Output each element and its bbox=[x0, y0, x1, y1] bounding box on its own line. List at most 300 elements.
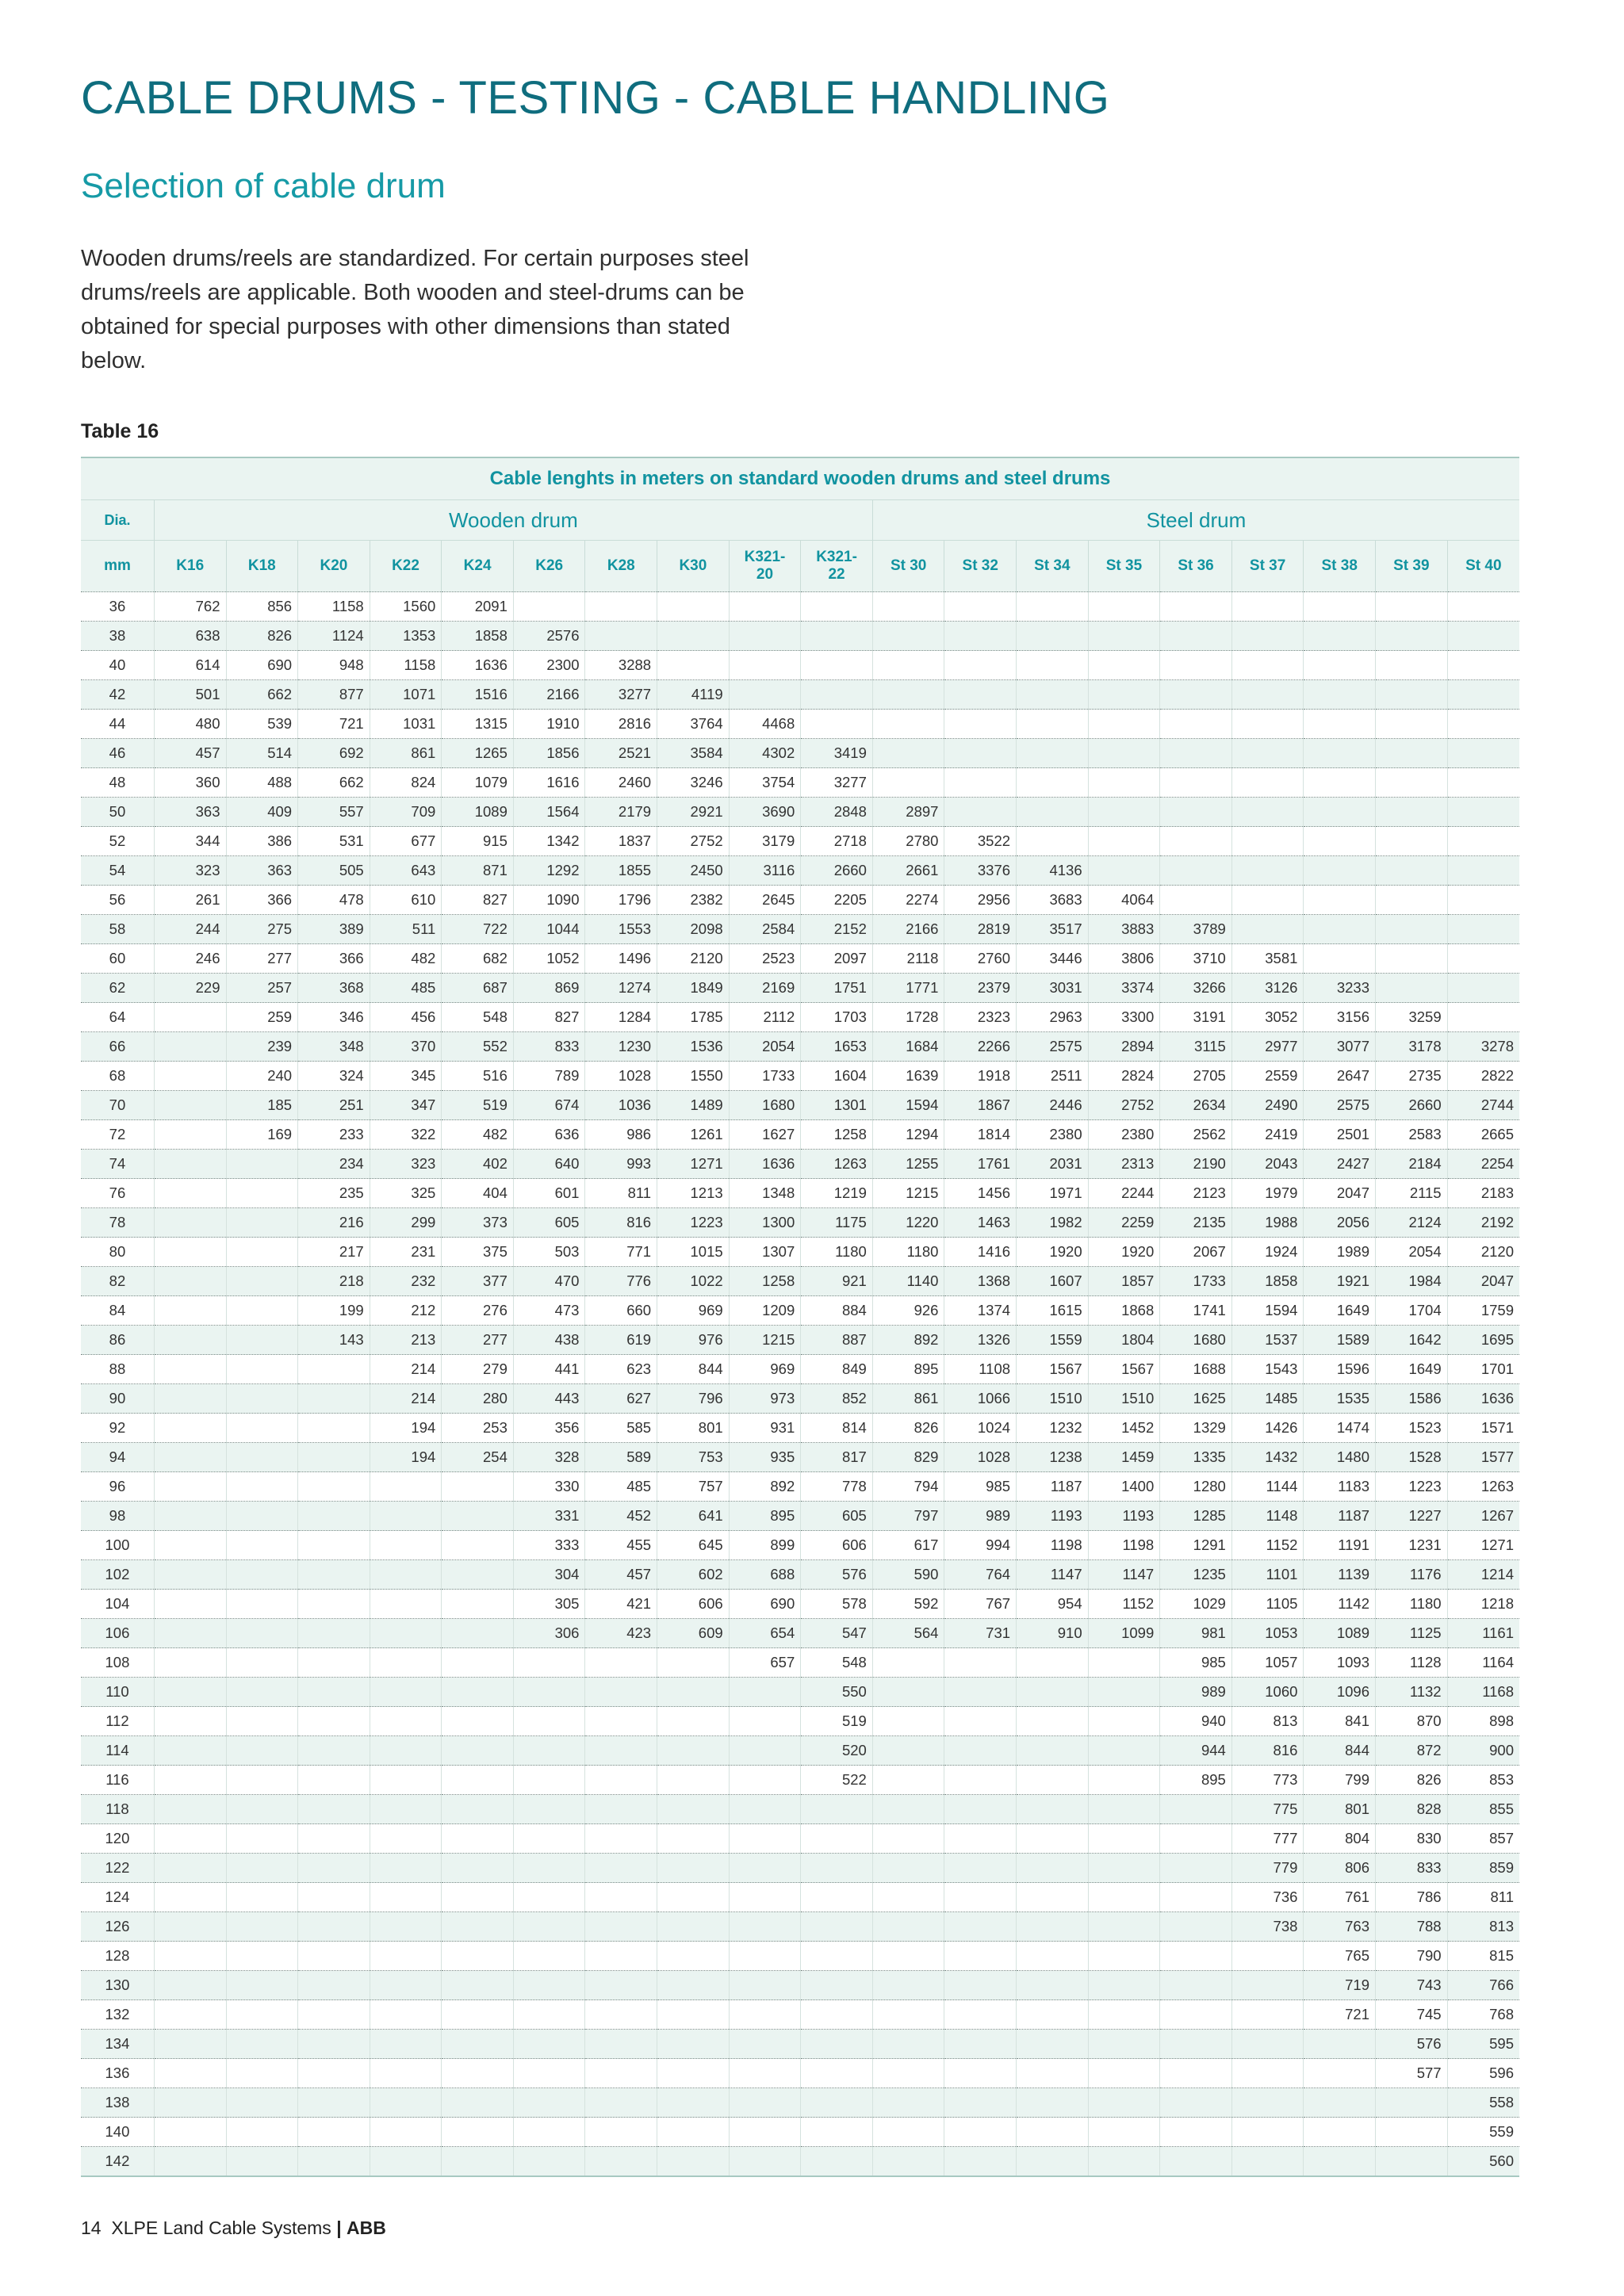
length-cell: 1335 bbox=[1160, 1443, 1232, 1472]
table-row bbox=[81, 915, 1519, 944]
length-cell: 892 bbox=[729, 1472, 801, 1502]
table-row bbox=[81, 592, 1519, 622]
length-cell: 1984 bbox=[1376, 1267, 1448, 1296]
length-cell bbox=[729, 2000, 801, 2030]
length-cell bbox=[872, 651, 944, 680]
length-cell bbox=[154, 1179, 226, 1208]
length-cell: 377 bbox=[442, 1267, 514, 1296]
length-cell bbox=[585, 1824, 657, 1854]
length-cell bbox=[298, 1443, 370, 1472]
length-cell bbox=[872, 1854, 944, 1883]
diameter-cell: 82 bbox=[81, 1267, 154, 1296]
length-cell bbox=[657, 1883, 730, 1912]
length-cell: 1625 bbox=[1160, 1384, 1232, 1414]
column-header: St 39 bbox=[1376, 541, 1448, 592]
length-cell: 443 bbox=[513, 1384, 585, 1414]
length-cell bbox=[298, 2088, 370, 2118]
length-cell: 1147 bbox=[1017, 1560, 1089, 1590]
length-cell bbox=[1376, 886, 1448, 915]
length-cell: 2112 bbox=[729, 1003, 801, 1032]
length-cell: 826 bbox=[1376, 1766, 1448, 1795]
length-cell bbox=[226, 1795, 298, 1824]
length-cell: 3178 bbox=[1376, 1032, 1448, 1062]
length-cell bbox=[657, 592, 730, 622]
length-cell bbox=[801, 680, 873, 710]
length-cell: 1057 bbox=[1231, 1648, 1304, 1678]
length-cell bbox=[944, 680, 1017, 710]
diameter-cell: 36 bbox=[81, 592, 154, 622]
length-cell bbox=[1376, 622, 1448, 651]
length-cell bbox=[154, 2147, 226, 2177]
length-cell bbox=[1304, 2088, 1376, 2118]
length-cell bbox=[1017, 651, 1089, 680]
length-cell: 482 bbox=[370, 944, 442, 974]
length-cell: 1213 bbox=[657, 1179, 730, 1208]
length-cell bbox=[370, 1942, 442, 1971]
length-cell bbox=[442, 2118, 514, 2147]
length-cell bbox=[1231, 2000, 1304, 2030]
length-cell bbox=[154, 1502, 226, 1531]
length-cell bbox=[801, 2147, 873, 2177]
length-cell bbox=[657, 2059, 730, 2088]
length-cell: 1292 bbox=[513, 856, 585, 886]
length-cell bbox=[154, 2059, 226, 2088]
length-cell: 844 bbox=[657, 1355, 730, 1384]
length-cell bbox=[944, 1678, 1017, 1707]
length-cell: 827 bbox=[442, 886, 514, 915]
diameter-cell: 140 bbox=[81, 2118, 154, 2147]
length-cell: 482 bbox=[442, 1120, 514, 1150]
length-cell bbox=[442, 1472, 514, 1502]
length-cell: 833 bbox=[513, 1032, 585, 1062]
length-cell: 246 bbox=[154, 944, 226, 974]
length-cell: 576 bbox=[801, 1560, 873, 1590]
length-cell: 762 bbox=[154, 592, 226, 622]
length-cell: 2921 bbox=[657, 798, 730, 827]
table-row bbox=[81, 1326, 1519, 1355]
length-cell bbox=[1304, 680, 1376, 710]
length-cell bbox=[585, 1912, 657, 1942]
length-cell: 610 bbox=[370, 886, 442, 915]
length-cell: 578 bbox=[801, 1590, 873, 1619]
length-cell: 1971 bbox=[1017, 1179, 1089, 1208]
length-cell bbox=[513, 1971, 585, 2000]
column-header: K26 bbox=[513, 541, 585, 592]
length-cell bbox=[801, 2000, 873, 2030]
footer-doc-title: XLPE Land Cable Systems bbox=[111, 2218, 331, 2238]
length-cell bbox=[1376, 768, 1448, 798]
length-cell: 969 bbox=[729, 1355, 801, 1384]
length-cell bbox=[1160, 827, 1232, 856]
length-cell: 345 bbox=[370, 1062, 442, 1091]
length-cell bbox=[154, 1120, 226, 1150]
length-cell bbox=[1447, 944, 1519, 974]
length-cell: 869 bbox=[513, 974, 585, 1003]
length-cell: 3126 bbox=[1231, 974, 1304, 1003]
length-cell: 2956 bbox=[944, 886, 1017, 915]
length-cell: 981 bbox=[1160, 1619, 1232, 1648]
length-cell: 2819 bbox=[944, 915, 1017, 944]
length-cell bbox=[585, 1766, 657, 1795]
length-cell: 773 bbox=[1231, 1766, 1304, 1795]
length-cell: 1144 bbox=[1231, 1472, 1304, 1502]
length-cell: 721 bbox=[298, 710, 370, 739]
length-cell: 1680 bbox=[1160, 1326, 1232, 1355]
length-cell: 324 bbox=[298, 1062, 370, 1091]
length-cell: 1044 bbox=[513, 915, 585, 944]
length-cell: 3376 bbox=[944, 856, 1017, 886]
length-cell bbox=[1160, 768, 1232, 798]
table-label: Table 16 bbox=[81, 420, 159, 442]
length-cell: 910 bbox=[1017, 1619, 1089, 1648]
length-cell: 790 bbox=[1376, 1942, 1448, 1971]
length-cell bbox=[298, 2030, 370, 2059]
length-cell bbox=[226, 2088, 298, 2118]
length-cell bbox=[1088, 680, 1160, 710]
length-cell bbox=[1304, 944, 1376, 974]
length-cell bbox=[1088, 1736, 1160, 1766]
length-cell: 576 bbox=[1376, 2030, 1448, 2059]
diameter-cell: 112 bbox=[81, 1707, 154, 1736]
length-cell: 1759 bbox=[1447, 1296, 1519, 1326]
length-cell: 589 bbox=[585, 1443, 657, 1472]
length-cell: 2848 bbox=[801, 798, 873, 827]
length-cell bbox=[729, 1942, 801, 1971]
length-cell: 592 bbox=[872, 1590, 944, 1619]
length-cell: 767 bbox=[944, 1590, 1017, 1619]
length-cell bbox=[154, 2000, 226, 2030]
length-cell bbox=[729, 1678, 801, 1707]
length-cell bbox=[154, 1472, 226, 1502]
length-cell: 1607 bbox=[1017, 1267, 1089, 1296]
length-cell: 596 bbox=[1447, 2059, 1519, 2088]
length-cell: 2056 bbox=[1304, 1208, 1376, 1238]
length-cell: 2183 bbox=[1447, 1179, 1519, 1208]
length-cell: 2323 bbox=[944, 1003, 1017, 1032]
column-header: St 38 bbox=[1304, 541, 1376, 592]
length-cell: 261 bbox=[154, 886, 226, 915]
length-cell bbox=[298, 1824, 370, 1854]
length-cell: 3446 bbox=[1017, 944, 1089, 974]
length-cell: 488 bbox=[226, 768, 298, 798]
length-cell: 3115 bbox=[1160, 1032, 1232, 1062]
length-cell: 973 bbox=[729, 1384, 801, 1414]
length-cell bbox=[226, 1854, 298, 1883]
length-cell: 692 bbox=[298, 739, 370, 768]
length-cell: 1265 bbox=[442, 739, 514, 768]
length-cell: 2816 bbox=[585, 710, 657, 739]
diameter-cell: 38 bbox=[81, 622, 154, 651]
length-cell bbox=[1160, 1854, 1232, 1883]
table-row bbox=[81, 1238, 1519, 1267]
length-cell: 994 bbox=[944, 1531, 1017, 1560]
length-cell bbox=[1376, 915, 1448, 944]
length-cell bbox=[370, 1502, 442, 1531]
table-row bbox=[81, 1091, 1519, 1120]
column-header: St 30 bbox=[872, 541, 944, 592]
length-cell: 976 bbox=[657, 1326, 730, 1355]
length-cell: 473 bbox=[513, 1296, 585, 1326]
length-cell: 1307 bbox=[729, 1238, 801, 1267]
length-cell: 1924 bbox=[1231, 1238, 1304, 1267]
length-cell: 2254 bbox=[1447, 1150, 1519, 1179]
length-cell: 1733 bbox=[729, 1062, 801, 1091]
length-cell bbox=[1376, 974, 1448, 1003]
length-cell: 1231 bbox=[1376, 1531, 1448, 1560]
diameter-cell: 74 bbox=[81, 1150, 154, 1179]
length-cell bbox=[442, 2059, 514, 2088]
length-cell: 2190 bbox=[1160, 1150, 1232, 1179]
length-cell: 806 bbox=[1304, 1854, 1376, 1883]
length-cell bbox=[226, 1560, 298, 1590]
length-cell: 2115 bbox=[1376, 1179, 1448, 1208]
table-row bbox=[81, 974, 1519, 1003]
length-cell bbox=[513, 1883, 585, 1912]
length-cell bbox=[1088, 1971, 1160, 2000]
length-cell bbox=[298, 2000, 370, 2030]
length-cell: 1474 bbox=[1304, 1414, 1376, 1443]
length-cell bbox=[154, 1062, 226, 1091]
length-cell: 1857 bbox=[1088, 1267, 1160, 1296]
length-cell: 1642 bbox=[1376, 1326, 1448, 1355]
length-cell: 511 bbox=[370, 915, 442, 944]
length-cell bbox=[154, 1707, 226, 1736]
length-cell: 2752 bbox=[1088, 1091, 1160, 1120]
length-cell: 817 bbox=[801, 1443, 873, 1472]
length-cell: 1089 bbox=[1304, 1619, 1376, 1648]
length-cell bbox=[298, 1707, 370, 1736]
length-cell bbox=[944, 2000, 1017, 2030]
diameter-cell: 104 bbox=[81, 1590, 154, 1619]
length-cell: 826 bbox=[226, 622, 298, 651]
length-cell: 1140 bbox=[872, 1267, 944, 1296]
length-cell bbox=[872, 1648, 944, 1678]
length-cell: 776 bbox=[585, 1267, 657, 1296]
length-cell bbox=[1017, 2147, 1089, 2177]
length-cell: 2091 bbox=[442, 592, 514, 622]
length-cell bbox=[1447, 592, 1519, 622]
length-cell bbox=[226, 1326, 298, 1355]
length-cell: 457 bbox=[585, 1560, 657, 1590]
length-cell: 779 bbox=[1231, 1854, 1304, 1883]
length-cell: 788 bbox=[1376, 1912, 1448, 1942]
length-cell: 606 bbox=[657, 1590, 730, 1619]
column-header: St 37 bbox=[1231, 541, 1304, 592]
length-cell: 2897 bbox=[872, 798, 944, 827]
length-cell: 3517 bbox=[1017, 915, 1089, 944]
length-cell: 2752 bbox=[657, 827, 730, 856]
length-cell: 2744 bbox=[1447, 1091, 1519, 1120]
length-cell: 757 bbox=[657, 1472, 730, 1502]
length-cell: 2645 bbox=[729, 886, 801, 915]
column-header: K20 bbox=[298, 541, 370, 592]
table-row bbox=[81, 1942, 1519, 1971]
length-cell: 2705 bbox=[1160, 1062, 1232, 1091]
length-cell bbox=[1231, 2030, 1304, 2059]
length-cell: 280 bbox=[442, 1384, 514, 1414]
length-cell: 887 bbox=[801, 1326, 873, 1355]
length-cell: 1139 bbox=[1304, 1560, 1376, 1590]
length-cell: 738 bbox=[1231, 1912, 1304, 1942]
length-cell: 2379 bbox=[944, 974, 1017, 1003]
length-cell bbox=[944, 2118, 1017, 2147]
length-cell bbox=[1376, 2147, 1448, 2177]
length-cell bbox=[298, 2147, 370, 2177]
length-cell bbox=[1447, 739, 1519, 768]
diameter-cell: 96 bbox=[81, 1472, 154, 1502]
length-cell bbox=[154, 1208, 226, 1238]
length-cell bbox=[657, 1971, 730, 2000]
length-cell: 244 bbox=[154, 915, 226, 944]
length-cell: 259 bbox=[226, 1003, 298, 1032]
diameter-cell: 94 bbox=[81, 1443, 154, 1472]
length-cell: 514 bbox=[226, 739, 298, 768]
length-cell: 1528 bbox=[1376, 1443, 1448, 1472]
length-cell: 688 bbox=[729, 1560, 801, 1590]
length-cell: 853 bbox=[1447, 1766, 1519, 1795]
length-cell bbox=[442, 1560, 514, 1590]
length-cell bbox=[1017, 1912, 1089, 1942]
length-cell: 409 bbox=[226, 798, 298, 827]
length-cell: 640 bbox=[513, 1150, 585, 1179]
length-cell: 1456 bbox=[944, 1179, 1017, 1208]
length-cell bbox=[872, 2147, 944, 2177]
length-cell: 2169 bbox=[729, 974, 801, 1003]
length-cell: 1180 bbox=[872, 1238, 944, 1267]
length-cell bbox=[226, 2059, 298, 2088]
length-cell bbox=[1017, 2000, 1089, 2030]
length-cell bbox=[657, 2088, 730, 2118]
length-cell: 753 bbox=[657, 1443, 730, 1472]
length-cell: 921 bbox=[801, 1267, 873, 1296]
length-cell bbox=[1160, 1912, 1232, 1942]
length-cell bbox=[729, 1883, 801, 1912]
length-cell bbox=[585, 1707, 657, 1736]
length-cell bbox=[657, 2118, 730, 2147]
length-cell: 560 bbox=[1447, 2147, 1519, 2177]
length-cell: 935 bbox=[729, 1443, 801, 1472]
length-cell: 1015 bbox=[657, 1238, 730, 1267]
length-cell: 548 bbox=[801, 1648, 873, 1678]
table-row bbox=[81, 710, 1519, 739]
length-cell bbox=[944, 2088, 1017, 2118]
table-row bbox=[81, 1971, 1519, 2000]
length-cell bbox=[442, 2088, 514, 2118]
length-cell bbox=[298, 1912, 370, 1942]
length-cell: 2184 bbox=[1376, 1150, 1448, 1179]
length-cell: 346 bbox=[298, 1003, 370, 1032]
length-cell bbox=[872, 1707, 944, 1736]
length-cell: 829 bbox=[872, 1443, 944, 1472]
column-header: K30 bbox=[657, 541, 730, 592]
length-cell bbox=[1231, 739, 1304, 768]
length-cell: 1543 bbox=[1231, 1355, 1304, 1384]
length-cell bbox=[442, 1590, 514, 1619]
length-cell bbox=[370, 1824, 442, 1854]
length-cell bbox=[1447, 974, 1519, 1003]
length-cell: 235 bbox=[298, 1179, 370, 1208]
length-cell bbox=[1376, 827, 1448, 856]
length-cell bbox=[298, 1414, 370, 1443]
length-cell bbox=[1160, 2118, 1232, 2147]
length-cell: 1294 bbox=[872, 1120, 944, 1150]
length-cell: 2634 bbox=[1160, 1091, 1232, 1120]
table-row bbox=[81, 1032, 1519, 1062]
length-cell: 799 bbox=[1304, 1766, 1376, 1795]
length-cell: 1982 bbox=[1017, 1208, 1089, 1238]
length-cell bbox=[801, 651, 873, 680]
length-cell bbox=[226, 1678, 298, 1707]
length-cell bbox=[154, 1238, 226, 1267]
length-cell bbox=[1160, 1971, 1232, 2000]
length-cell: 2123 bbox=[1160, 1179, 1232, 1208]
length-cell: 2559 bbox=[1231, 1062, 1304, 1091]
length-cell: 828 bbox=[1376, 1795, 1448, 1824]
length-cell bbox=[1160, 1942, 1232, 1971]
length-cell bbox=[1017, 1854, 1089, 1883]
length-cell bbox=[226, 1384, 298, 1414]
length-cell: 1594 bbox=[1231, 1296, 1304, 1326]
length-cell: 1523 bbox=[1376, 1414, 1448, 1443]
length-cell: 892 bbox=[872, 1326, 944, 1355]
length-cell: 2166 bbox=[513, 680, 585, 710]
diameter-cell: 86 bbox=[81, 1326, 154, 1355]
length-cell bbox=[1088, 1824, 1160, 1854]
length-cell: 3710 bbox=[1160, 944, 1232, 974]
length-cell bbox=[226, 1443, 298, 1472]
length-cell: 2511 bbox=[1017, 1062, 1089, 1091]
length-cell bbox=[154, 1678, 226, 1707]
length-cell: 1274 bbox=[585, 974, 657, 1003]
length-cell: 366 bbox=[298, 944, 370, 974]
length-cell bbox=[226, 1619, 298, 1648]
length-cell bbox=[226, 1766, 298, 1795]
length-cell bbox=[872, 1971, 944, 2000]
length-cell bbox=[1088, 592, 1160, 622]
length-cell: 827 bbox=[513, 1003, 585, 1032]
length-cell: 550 bbox=[801, 1678, 873, 1707]
length-cell bbox=[657, 1678, 730, 1707]
length-cell bbox=[1160, 2088, 1232, 2118]
length-cell bbox=[657, 651, 730, 680]
length-cell bbox=[154, 2118, 226, 2147]
length-cell bbox=[442, 1531, 514, 1560]
length-cell: 1230 bbox=[585, 1032, 657, 1062]
length-cell bbox=[1376, 651, 1448, 680]
length-cell bbox=[872, 622, 944, 651]
diameter-cell: 48 bbox=[81, 768, 154, 798]
table-row bbox=[81, 1003, 1519, 1032]
length-cell bbox=[1231, 1942, 1304, 1971]
diameter-cell: 98 bbox=[81, 1502, 154, 1531]
length-cell: 602 bbox=[657, 1560, 730, 1590]
table-row bbox=[81, 856, 1519, 886]
length-cell bbox=[154, 1883, 226, 1912]
length-cell: 3278 bbox=[1447, 1032, 1519, 1062]
table-row bbox=[81, 2059, 1519, 2088]
length-cell bbox=[154, 1384, 226, 1414]
length-cell bbox=[657, 1795, 730, 1824]
length-cell bbox=[1304, 622, 1376, 651]
length-cell bbox=[872, 1678, 944, 1707]
length-cell: 1374 bbox=[944, 1296, 1017, 1326]
length-cell: 212 bbox=[370, 1296, 442, 1326]
length-cell: 1636 bbox=[442, 651, 514, 680]
length-cell bbox=[872, 768, 944, 798]
length-cell: 1814 bbox=[944, 1120, 1017, 1150]
length-cell: 1589 bbox=[1304, 1326, 1376, 1355]
length-cell bbox=[154, 1912, 226, 1942]
